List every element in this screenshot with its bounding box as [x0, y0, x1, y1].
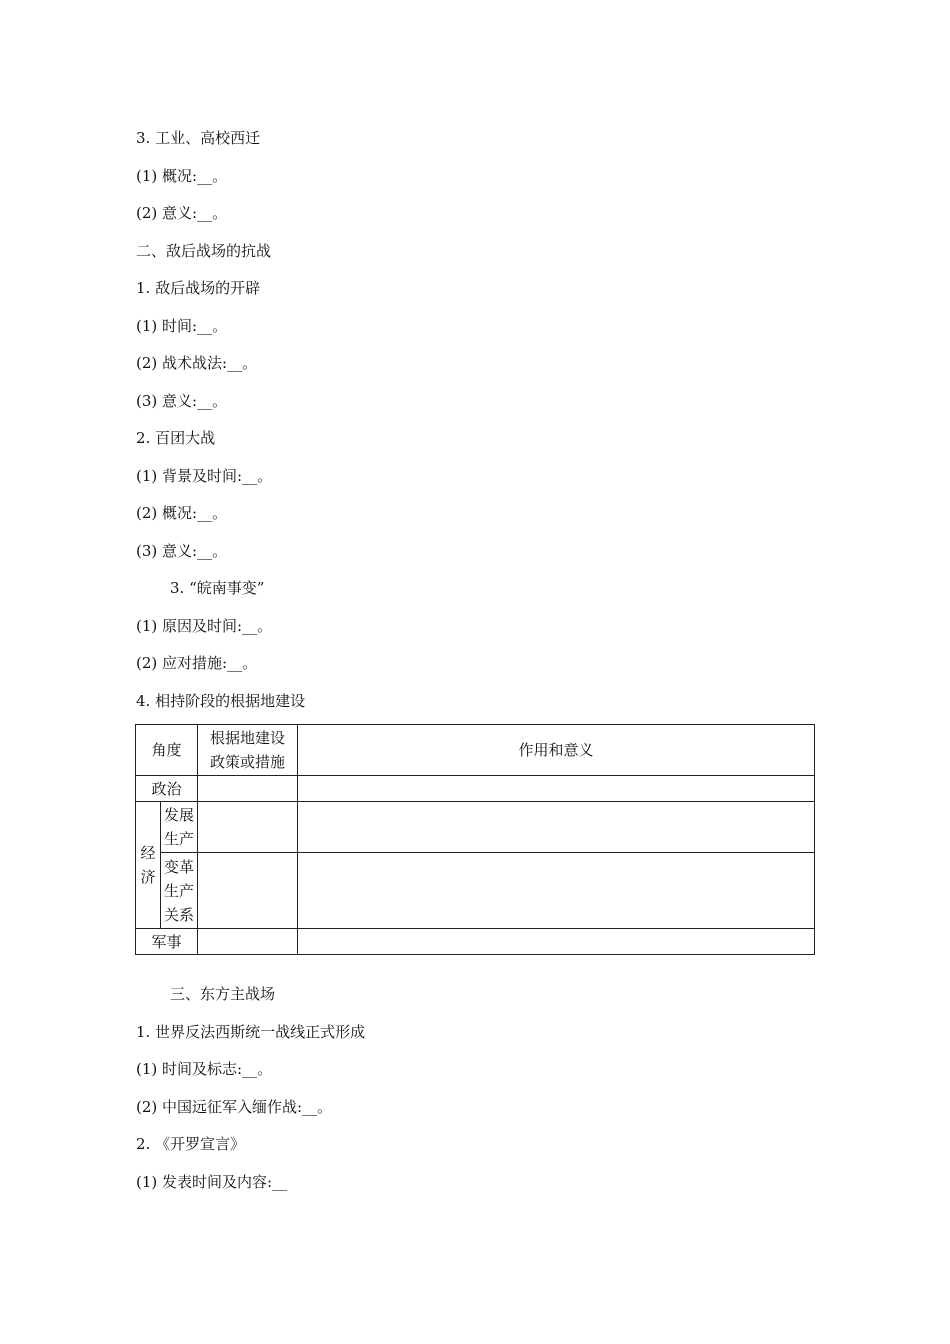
row-label-reform-relations: [161, 853, 198, 929]
row-label-economy: [136, 802, 161, 929]
cell-politics-policy: [198, 776, 298, 802]
label-line: 变革: [164, 857, 195, 876]
heading-1-united-front: 1. 世界反法西斯统一战线正式形成: [136, 1023, 366, 1041]
item-significance: (3) 意义:__。: [136, 392, 228, 410]
cell-develop-policy: [198, 802, 298, 853]
label-line: 关系: [164, 905, 195, 924]
row-label-politics: 政治: [136, 776, 198, 802]
item-significance: (3) 意义:__。: [136, 542, 228, 560]
item-date-content: (1) 发表时间及内容:__: [136, 1173, 288, 1191]
heading-1-open-battlefield: 1. 敌后战场的开辟: [136, 279, 261, 297]
label-line: 生产: [164, 881, 195, 900]
heading-3-industry-migration: 3. 工业、高校西迁: [136, 129, 261, 147]
heading-4-base-construction: 4. 相持阶段的根据地建设: [136, 692, 306, 710]
item-overview: (1) 概况:__。: [136, 167, 228, 185]
heading-2-cairo-declaration: 2. 《开罗宣言》: [136, 1135, 246, 1153]
row-label-military: 军事: [136, 929, 198, 955]
cell-military-effect: [298, 929, 815, 955]
header-policy: [198, 725, 298, 776]
section-heading-2: 二、敌后战场的抗战: [136, 242, 272, 260]
item-expedition-force: (2) 中国远征军入缅作战:__。: [136, 1098, 333, 1116]
item-background-time: (1) 背景及时间:__。: [136, 467, 273, 485]
row-label-economy-char2: 济: [140, 868, 156, 886]
item-overview: (2) 概况:__。: [136, 504, 228, 522]
heading-2-hundred-regiments: 2. 百团大战: [136, 429, 216, 447]
item-time-sign: (1) 时间及标志:__。: [136, 1060, 273, 1078]
section-heading-3: 三、东方主战场: [170, 985, 276, 1003]
cell-reform-effect: [298, 853, 815, 929]
label-line: 发展: [164, 806, 195, 824]
cell-politics-effect: [298, 776, 815, 802]
header-effect: 作用和意义: [298, 725, 815, 776]
row-label-develop-production: [161, 802, 198, 853]
row-label-economy-char1: 经: [140, 844, 156, 862]
header-angle: 角度: [136, 725, 198, 776]
header-policy-line2: 政策或措施: [210, 753, 286, 771]
cell-develop-effect: [298, 802, 815, 853]
base-construction-table: [135, 724, 815, 955]
item-cause-time: (1) 原因及时间:__。: [136, 617, 273, 635]
header-policy-line1: 根据地建设: [210, 729, 286, 747]
cell-reform-policy: [198, 853, 298, 929]
item-tactics: (2) 战术战法:__。: [136, 354, 258, 372]
heading-3-wannan-incident: 3. “皖南事变”: [170, 579, 265, 597]
item-time: (1) 时间:__。: [136, 317, 228, 335]
label-line: 生产: [164, 830, 195, 848]
item-significance: (2) 意义:__。: [136, 204, 228, 222]
cell-military-policy: [198, 929, 298, 955]
item-response: (2) 应对措施:__。: [136, 654, 258, 672]
